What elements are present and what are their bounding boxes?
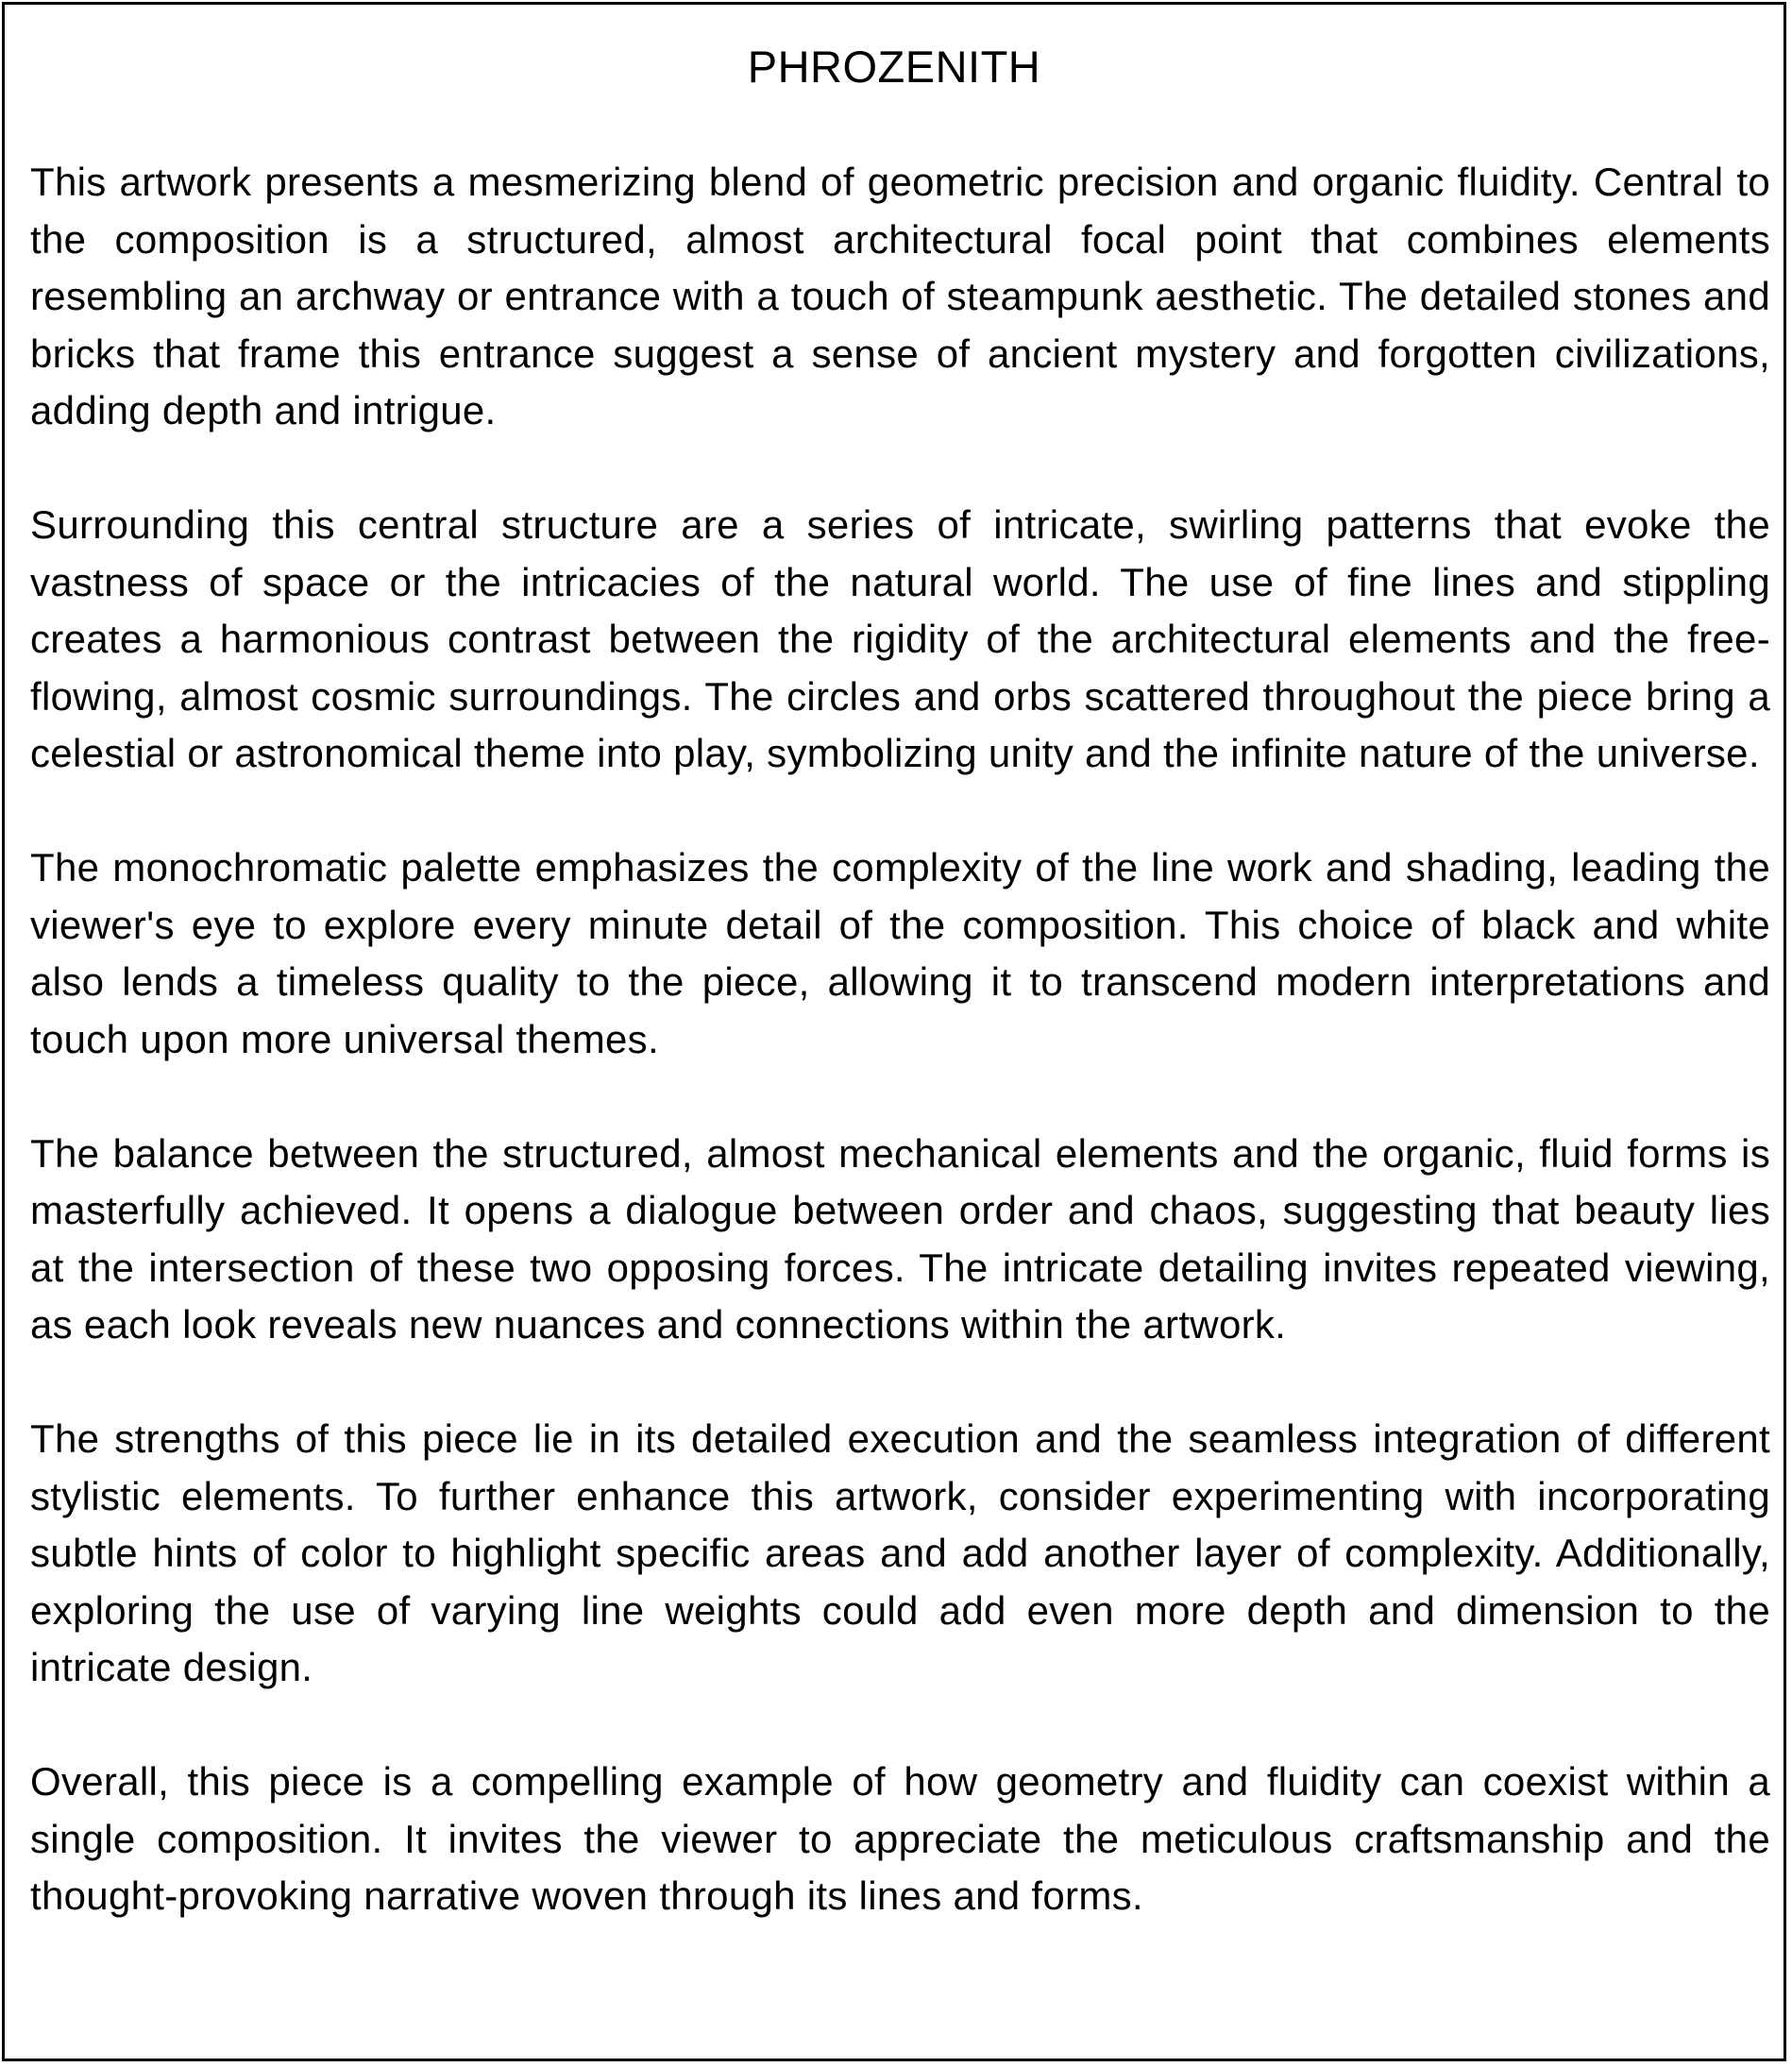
- paragraph: The monochromatic palette emphasizes the complexity of the line work and shading, leading the viewer's eye to explore every minute detail of the composition. This choice of black and white also lends a timeless quality to the piece, allowing it to transcend modern interpretations and touch upon more universal themes.: [30, 845, 1770, 1061]
- document-frame: [2, 2, 1786, 2061]
- paragraph: Surrounding this central structure are a series of intricate, swirling patterns that evoke the vastness of space or the intricacies of the natural world. The use of fine lines and stippling creates a harmonious contrast between the rigidity of the architectural elements and the free-flowing, almost cosmic surroundings. The circles and orbs scattered throughout the piece bring a celestial or astronomical theme into play, symbolizing unity and the infinite nature of the universe.: [30, 502, 1770, 775]
- paragraph: The strengths of this piece lie in its detailed execution and the seamless integration of different stylistic elements. To further enhance this artwork, consider experimenting with incorporating subtle hints of color to highlight specific areas and add another layer of complexity. Additionally, exploring the use of varying line weights could add even more depth and dimension to the intricate design.: [30, 1416, 1770, 1689]
- paragraph: Overall, this piece is a compelling example of how geometry and fluidity can coexist within a single composition. It invites the viewer to appreciate the meticulous craftsmanship and the thought-provoking narrative woven through its lines and forms.: [30, 1759, 1770, 1918]
- paragraph: The balance between the structured, almost mechanical elements and the organic, fluid forms is masterfully achieved. It opens a dialogue between order and chaos, suggesting that beauty lies at the intersection of these two opposing forces. The intricate detailing invites repeated viewing, as each look reveals new nuances and connections within the artwork.: [30, 1130, 1770, 1347]
- document-body: [30, 154, 1770, 1925]
- document-title: PHROZENITH: [747, 42, 1041, 92]
- paragraph: This artwork presents a mesmerizing blend of geometric precision and organic fluidity. Central to the composition is a structured, almost architectural focal point that combines elements resembling an archway or entrance with a touch of steampunk aesthetic. The detailed stones and bricks that frame this entrance suggest a sense of ancient mystery and forgotten civilizations, adding depth and intrigue.: [30, 160, 1770, 432]
